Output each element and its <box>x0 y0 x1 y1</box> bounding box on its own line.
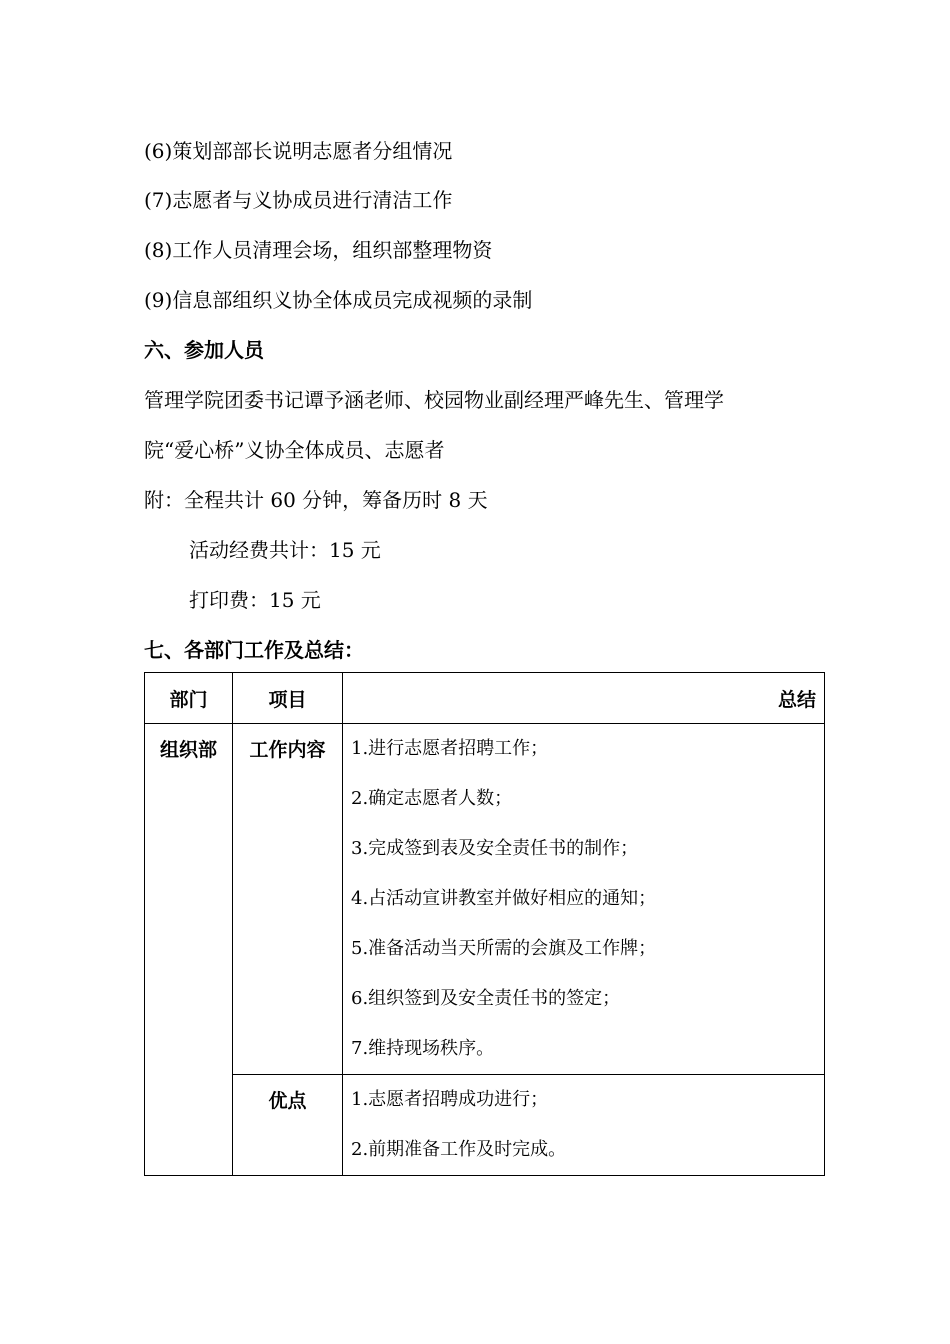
list-item: 3.完成签到表及安全责任书的制作； <box>351 838 639 859</box>
list-item: 1.志愿者招聘成功进行； <box>351 1089 549 1110</box>
appendix-budget: 活动经费共计：15 元 <box>189 538 381 562</box>
list-item: 2.前期准备工作及时完成。 <box>351 1139 567 1160</box>
participants-line-2: 院“爱心桥”义协全体成员、志愿者 <box>144 438 445 462</box>
table-row <box>145 1075 825 1176</box>
appendix-duration: 附：全程共计 60 分钟，筹备历时 8 天 <box>144 488 488 512</box>
step-7: (7)志愿者与义协成员进行清洁工作 <box>144 188 453 212</box>
list-item: 6.组织签到及安全责任书的签定； <box>351 988 621 1009</box>
list-item: 2.确定志愿者人数； <box>351 788 513 809</box>
header-dept: 部门 <box>145 673 233 724</box>
summary-advantages <box>343 1075 825 1176</box>
dept-cell: 组织部 <box>145 724 233 1176</box>
participants-line-1: 管理学院团委书记谭予涵老师、校园物业副经理严峰先生、管理学 <box>144 388 724 412</box>
item-work-content: 工作内容 <box>233 724 343 1075</box>
list-item: 7.维持现场秩序。 <box>351 1038 495 1059</box>
step-8: (8)工作人员清理会场，组织部整理物资 <box>144 238 493 262</box>
list-item: 1.进行志愿者招聘工作； <box>351 738 549 759</box>
department-summary-table <box>144 672 825 1176</box>
list-item: 5.准备活动当天所需的会旗及工作牌； <box>351 938 657 959</box>
header-item: 项目 <box>233 673 343 724</box>
summary-work-content <box>343 724 825 1075</box>
appendix-printing: 打印费：15 元 <box>189 588 321 612</box>
step-9: (9)信息部组织义协全体成员完成视频的录制 <box>144 288 533 312</box>
list-item: 4.占活动宣讲教室并做好相应的通知； <box>351 888 657 909</box>
step-6: (6)策划部部长说明志愿者分组情况 <box>144 139 453 163</box>
item-advantages: 优点 <box>233 1075 343 1176</box>
table-header-row <box>145 673 825 724</box>
section-6-heading: 六、参加人员 <box>144 338 264 362</box>
table-row <box>145 724 825 1075</box>
header-summary: 总结 <box>343 673 825 724</box>
section-7-heading: 七、各部门工作及总结： <box>144 638 364 662</box>
